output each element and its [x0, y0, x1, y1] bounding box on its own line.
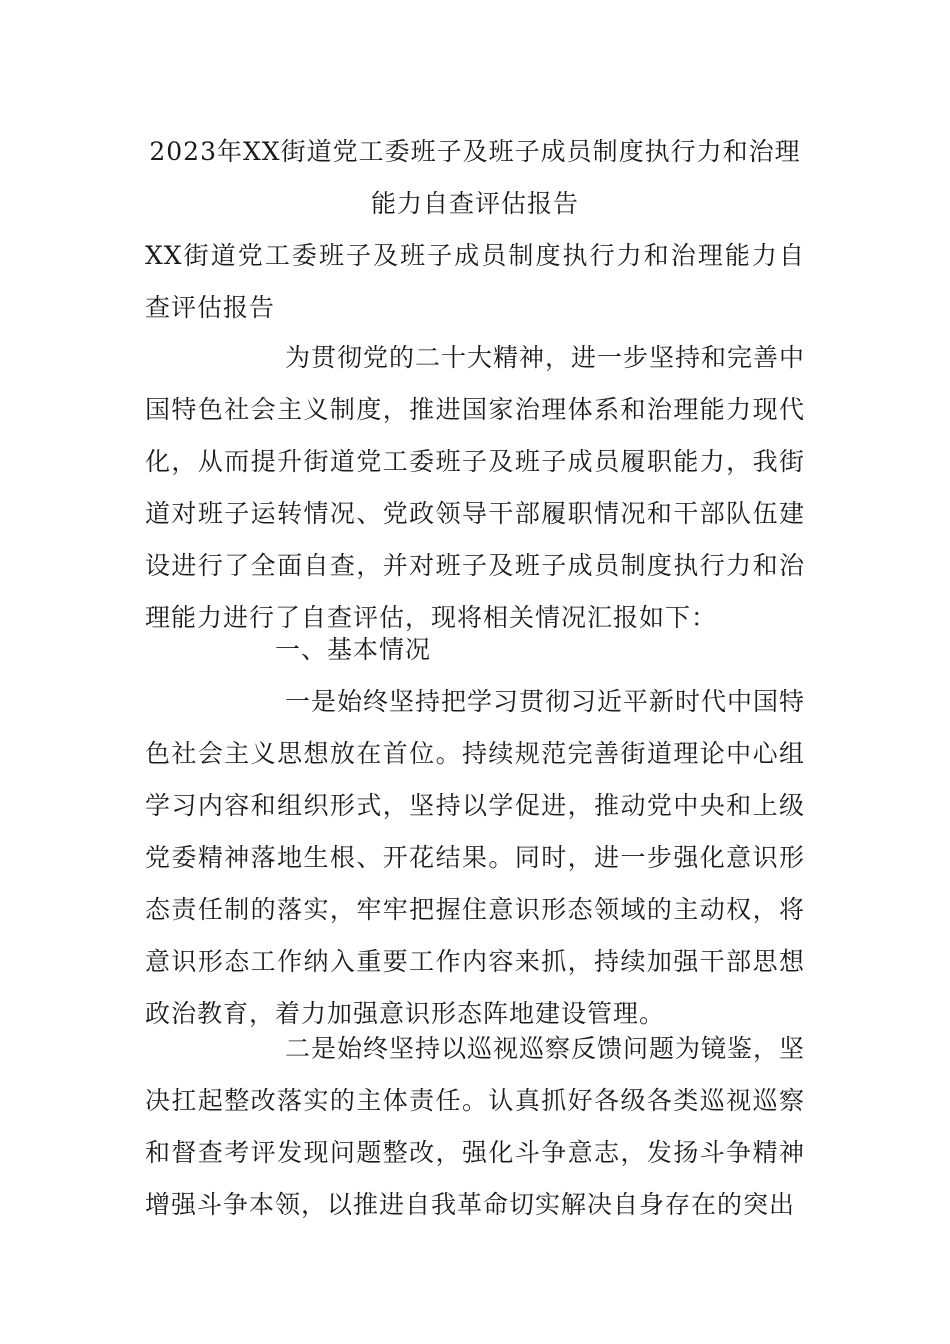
point-two-paragraph: 二是始终坚持以巡视巡察反馈问题为镜鉴，坚决扛起整改落实的主体责任。认真抓好各级各类巡视巡察和督查考评发现问题整改，强化斗争意志，发扬斗争精神增强斗争本领，以推进自我革命切实解决自身存在的突出	[145, 1034, 806, 1219]
document-subtitle: XX街道党工委班子及班子成员制度执行力和治理能力自查评估报告	[145, 241, 805, 322]
document-title: 2023年XX街道党工委班子及班子成员制度执行力和治理能力自查评估报告	[149, 137, 801, 218]
point-one-paragraph: 一是始终坚持把学习贯彻习近平新时代中国特色社会主义思想放在首位。持续规范完善街道理论中心组学习内容和组织形式，坚持以学促进，推动党中央和上级党委精神落地生根、开花结果。同时，进一步强化意识形态责任制的落实，牢牢把握住意识形态领域的主动权，将意识形态工作纳入重要工作内容来抓，持续加强干部思想政治教育，着力加强意识形态阵地建设管理。	[145, 687, 806, 1028]
section-heading-basic-situation: 一、基本情况	[275, 635, 432, 664]
intro-paragraph: 为贯彻党的二十大精神，进一步坚持和完善中国特色社会主义制度，推进国家治理体系和治理能力现代化，从而提升街道党工委班子及班子成员履职能力，我街道对班子运转情况、党政领导干部履职情况和干部队伍建设进行了全面自查，并对班子及班子成员制度执行力和治理能力进行了自查评估，现将相关情况汇报如下：	[145, 343, 806, 632]
